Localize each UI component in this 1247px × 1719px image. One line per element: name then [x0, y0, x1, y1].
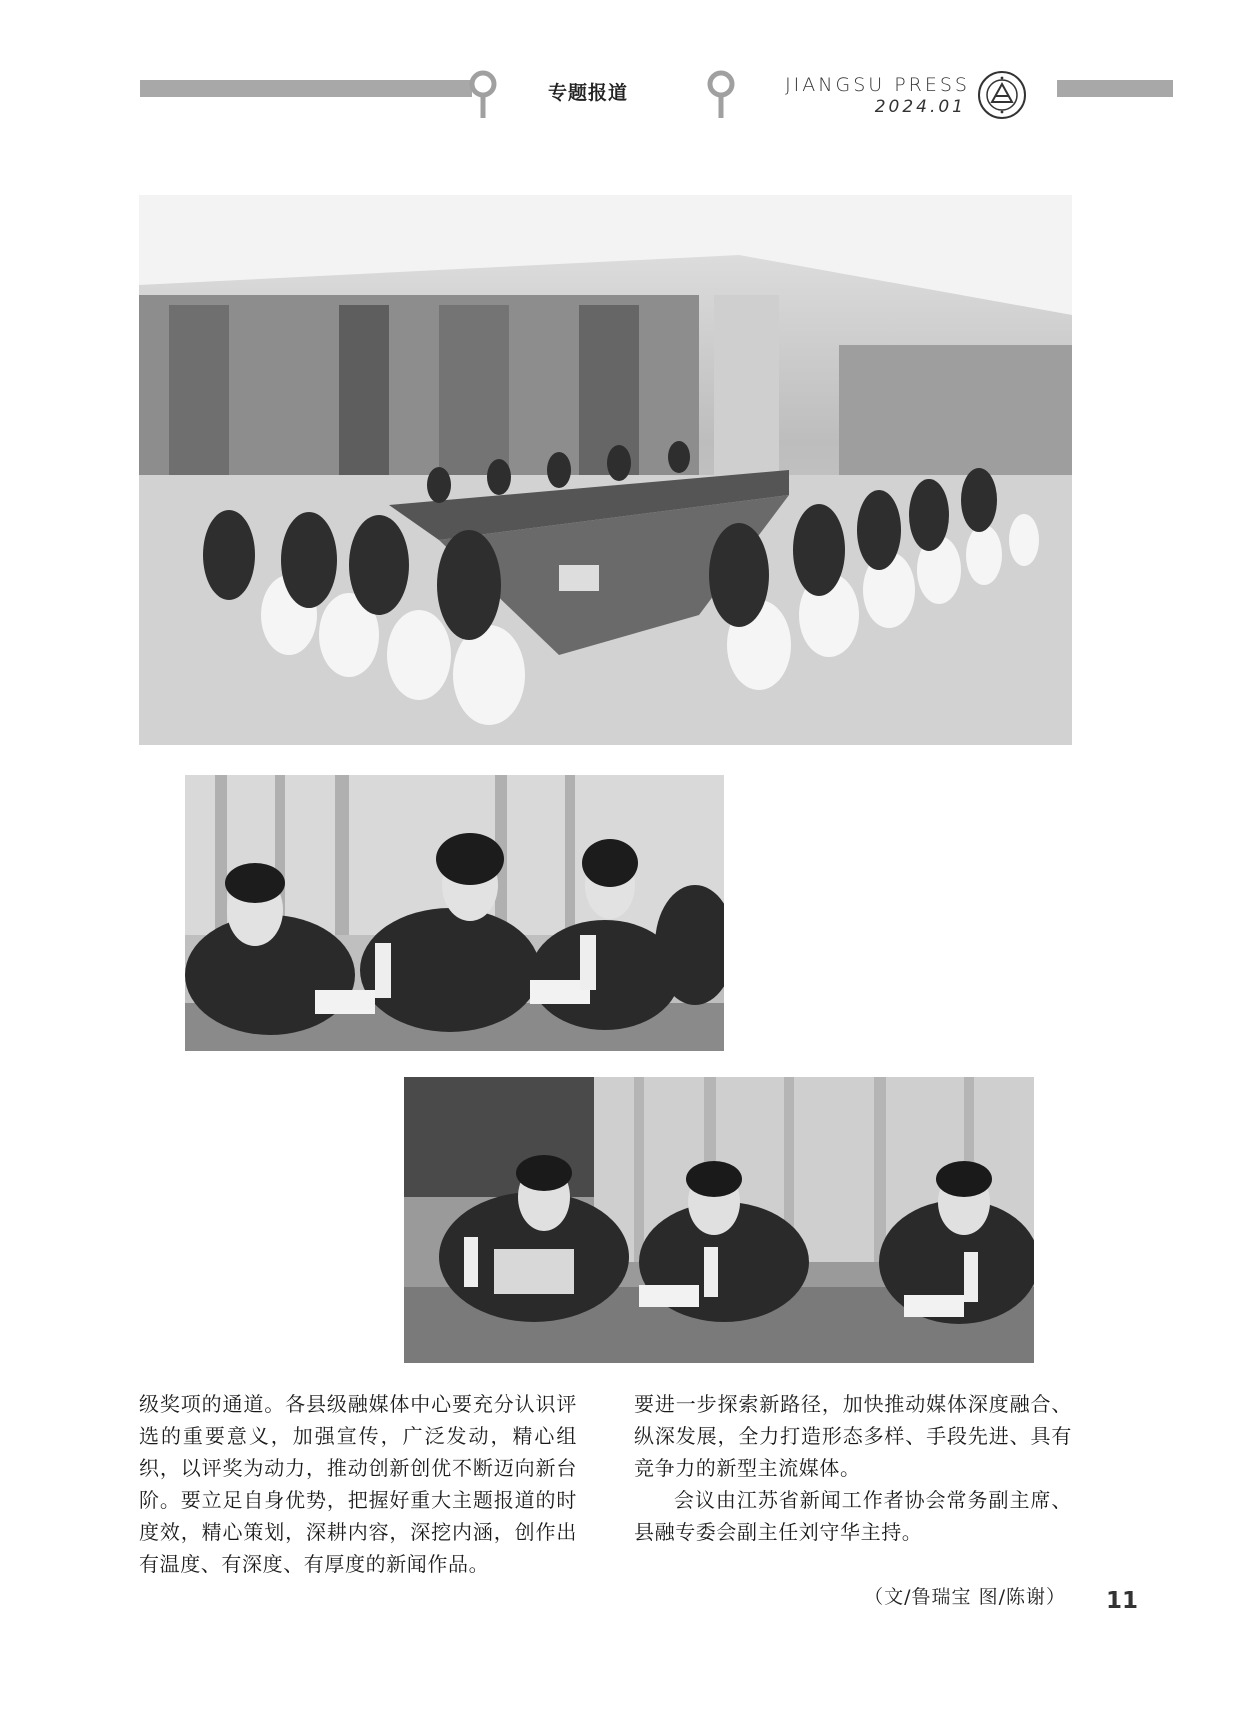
photo-text-credit: （文/鲁瑞宝 图/陈谢）: [864, 1586, 1066, 1608]
meeting-hall-photo: [139, 195, 1072, 745]
article-column-left: [139, 1388, 577, 1580]
article-paragraph: 会议由江苏省新闻工作者协会常务副主席、县融专委会副主任刘守华主持。: [634, 1488, 1072, 1544]
speakers-table-photo: [404, 1077, 1034, 1363]
article-paragraph: 要进一步探索新路径，加快推动媒体深度融合、纵深发展，全力打造形态多样、手段先进、具有竞争力的新型主流媒体。: [634, 1392, 1072, 1480]
page-number: 11: [1105, 1588, 1138, 1614]
article-column-right: [634, 1388, 1072, 1548]
article-paragraph: 级奖项的通道。各县级融媒体中心要充分认识评选的重要意义，加强宣传，广泛发动，精心组织，以评奖为动力，推动创新创优不断迈向新台阶。要立足自身优势，把握好重大主题报道的时度效，精心策划，深耕内容，深挖内涵，创作出有温度、有深度、有厚度的新闻作品。: [139, 1392, 577, 1576]
header-rule-left: [140, 80, 472, 97]
journal-name: JIANGSU PRESS: [785, 74, 970, 96]
map-pin-icon: [468, 70, 498, 120]
issue-date: 2024.01: [874, 97, 966, 117]
three-participants-photo: [185, 775, 724, 1051]
section-title: 专题报道: [548, 82, 629, 104]
header-rule-right: [1057, 80, 1173, 97]
journal-brand: [760, 74, 970, 118]
association-seal-icon: [977, 70, 1027, 120]
map-pin-icon: [706, 70, 736, 120]
